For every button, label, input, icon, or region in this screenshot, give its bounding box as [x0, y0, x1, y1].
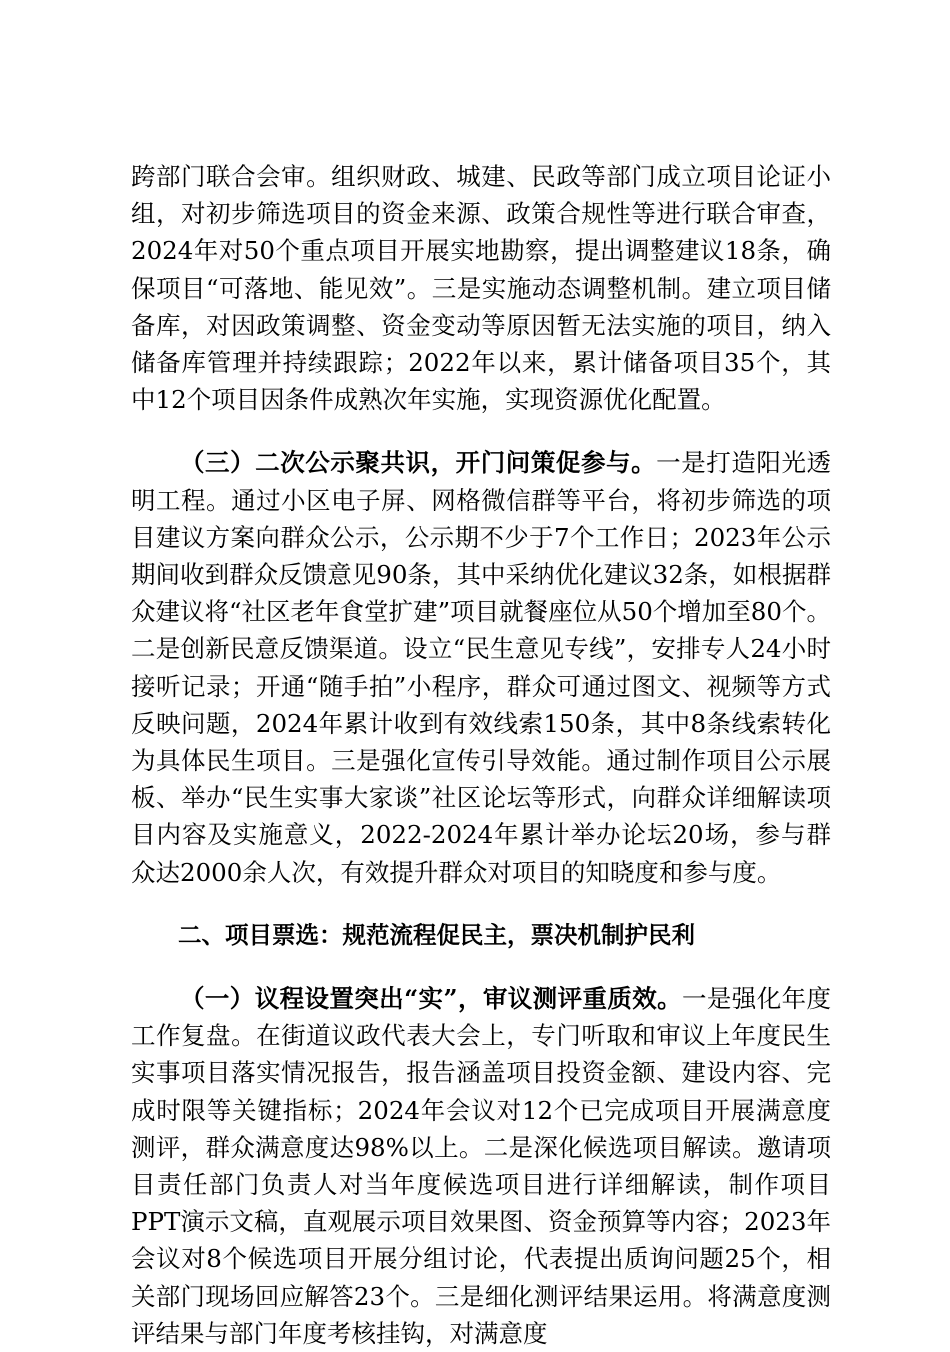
section-heading-project-voting — [131, 917, 831, 954]
paragraph-cross-department-review — [131, 158, 831, 418]
heading-text: 二、项目票选：规范流程促民主，票决机制护民利 — [178, 920, 695, 949]
paragraph-second-publicity — [131, 444, 831, 890]
paragraph-lead: （一）议程设置突出“实”，审议测评重质效。 — [180, 984, 683, 1014]
paragraph-text: 一是打造阳光透明工程。通过小区电子屏、网格微信群等平台，将初步筛选的项目建议方案向群众公示，公示期不少于7个工作日；2023年公示期间收到群众反馈意见90条，其中采纳优化建议32条，如根据群众建议将“社区老年食堂扩建”项目就餐座位从50个增加至80个。二是创新民意反馈渠道。设立“民生意见专线”，安排专人24小时接听记录；开通“随手拍”小程序，群众可通过图文、视频等方式反映问题，2024年累计收到有效线索150条，其中8条线索转化为具体民生项目。三是强化宣传引导效能。通过制作项目公示展板、举办“民生实事大家谈”社区论坛等形式，向群众详细解读项目内容及实施意义，2022-2024年累计举办论坛20场，参与群众达2000余人次，有效提升群众对项目的知晓度和参与度。 — [131, 448, 831, 887]
document-page — [131, 158, 831, 1352]
paragraph-text: 跨部门联合会审。组织财政、城建、民政等部门成立项目论证小组，对初步筛选项目的资金来源、政策合规性等进行联合审查，2024年对50个重点项目开展实地勘察，提出调整建议18条，确保项目“可落地、能见效”。三是实施动态调整机制。建立项目储备库，对因政策调整、资金变动等原因暂无法实施的项目，纳入储备库管理并持续跟踪；2022年以来，累计储备项目35个，其中12个项目因条件成熟次年实施，实现资源优化配置。 — [131, 162, 831, 415]
paragraph-lead: （三）二次公示聚共识，开门问策促参与。 — [180, 448, 657, 478]
paragraph-agenda-setting — [131, 980, 831, 1352]
paragraph-text: 一是强化年度工作复盘。在街道议政代表大会上，专门听取和审议上年度民生实事项目落实情况报告，报告涵盖项目投资金额、建设内容、完成时限等关键指标；2024年会议对12个已完成项目开展满意度测评，群众满意度达98%以上。二是深化候选项目解读。邀请项目责任部门负责人对当年度候选项目进行详细解读，制作项目PPT演示文稿，直观展示项目效果图、资金预算等内容；2023年会议对8个候选项目开展分组讨论，代表提出质询问题25个，相关部门现场回应解答23个。三是细化测评结果运用。将满意度测评结果与部门年度考核挂钩，对满意度 — [131, 984, 831, 1348]
